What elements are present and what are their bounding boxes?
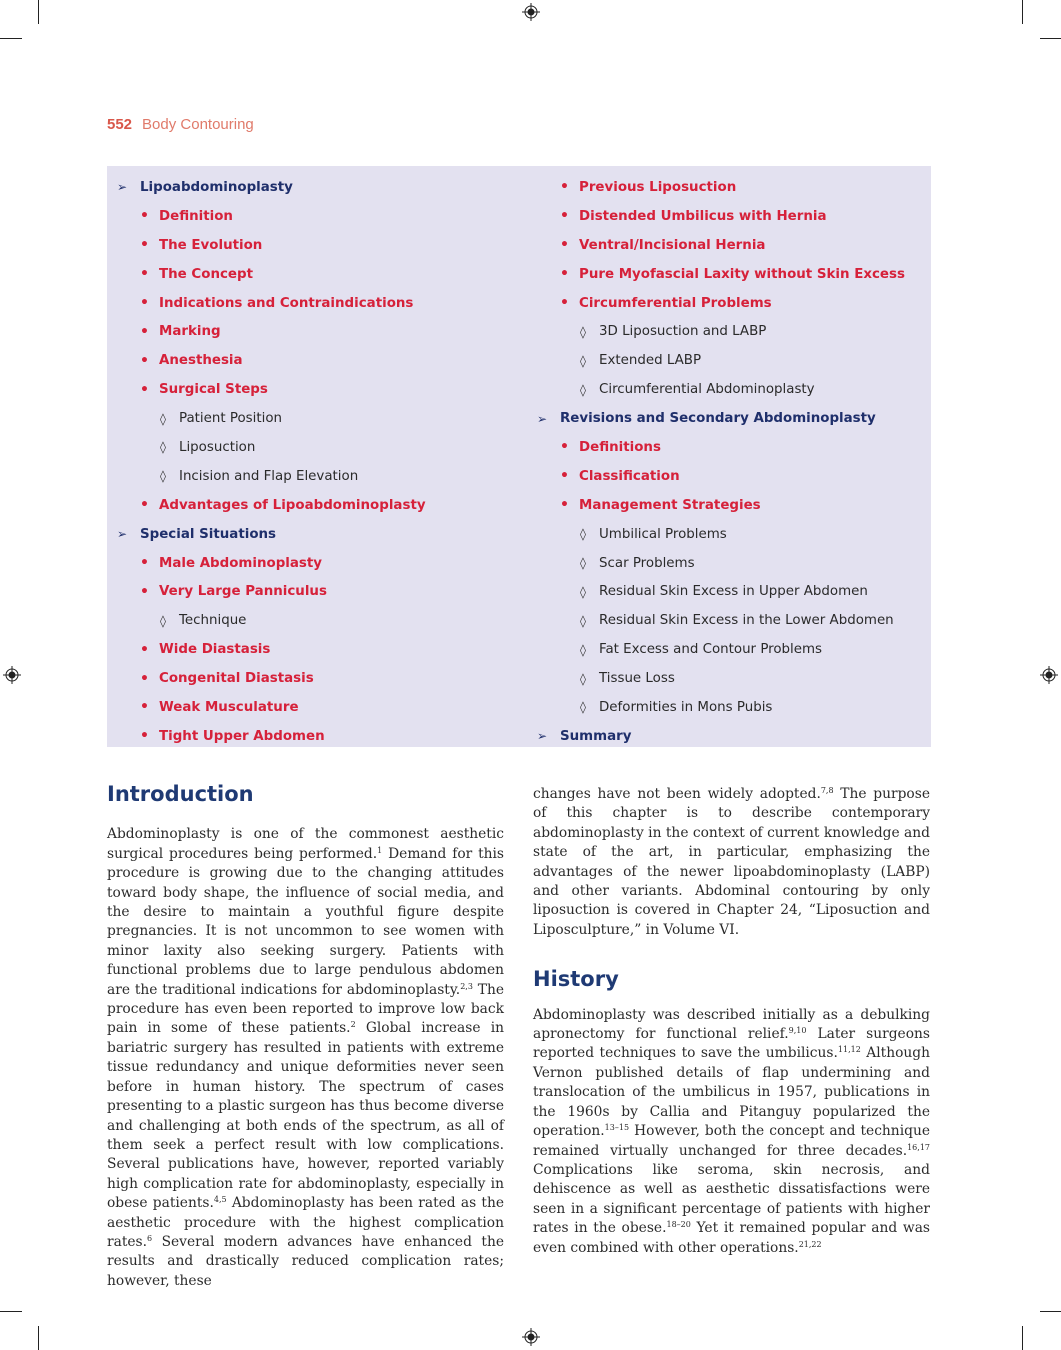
dot-bullet-icon: •: [560, 468, 569, 485]
outline-item-label: Classification: [579, 468, 680, 484]
diamond-bullet-icon: ◊: [580, 382, 586, 397]
outline-item-level-1[interactable]: [117, 173, 426, 202]
citation-superscript: 7,8: [820, 786, 834, 795]
dot-bullet-icon: •: [560, 179, 569, 196]
text-run: However, both the concept and technique remained virtually unchanged for three decades.: [533, 1123, 930, 1159]
outline-item-label: Technique: [179, 613, 247, 629]
outline-item-label: Anesthesia: [159, 353, 243, 369]
text-run: changes have not been widely adopted.: [533, 786, 821, 802]
crop-mark: [0, 1311, 22, 1312]
outline-item-level-2[interactable]: [117, 635, 426, 664]
outline-item-level-2[interactable]: [117, 375, 426, 404]
outline-item-label: Marking: [159, 324, 221, 340]
arrowhead-bullet-icon: ➢: [117, 180, 128, 195]
outline-item-label: Indications and Contraindications: [159, 295, 414, 311]
citation-superscript: 2,3: [460, 981, 473, 991]
outline-item-level-2[interactable]: [537, 260, 905, 289]
outline-item-level-2[interactable]: [537, 462, 905, 491]
outline-item-label: Lipoabdominoplasty: [140, 179, 293, 195]
text-run: The purpose of this chapter is to describe contemporary abdominoplasty in the context of current knowledge and state of the art, in particular, emphasizing the advantages of the newer lipoabdominoplasty (LABP) and other variants. Abdominal contouring by only liposuction is covered in Chapter 24, “Liposuction and Liposculpture,” in Volume VI.: [533, 786, 930, 938]
introduction-paragraph-continued: [533, 785, 930, 940]
outline-item-label: Special Situations: [140, 526, 277, 542]
outline-item-level-3[interactable]: [537, 375, 905, 404]
outline-item-level-3[interactable]: [537, 606, 905, 635]
dot-bullet-icon: •: [560, 439, 569, 456]
diamond-bullet-icon: ◊: [580, 353, 586, 368]
section-heading-introduction: Introduction: [107, 782, 254, 806]
outline-item-label: The Concept: [159, 266, 253, 282]
arrowhead-bullet-icon: ➢: [117, 527, 128, 542]
crop-mark: [1040, 1311, 1061, 1312]
dot-bullet-icon: •: [140, 381, 149, 398]
outline-item-level-2[interactable]: [537, 433, 905, 462]
outline-item-label: Management Strategies: [579, 497, 761, 513]
text-run: Later surgeons reported techniques to save the umbilicus.: [533, 1026, 930, 1062]
citation-superscript: 6: [147, 1233, 153, 1243]
outline-item-level-3[interactable]: [537, 664, 905, 693]
text-run: Complications like seroma, skin necrosis, and dehiscence as well as aesthetic dissatisfactions were seen in a significant percentage of patients with higher rates in the obese.: [533, 1161, 930, 1237]
outline-item-level-2[interactable]: [117, 693, 426, 722]
text-run: Demand for this procedure is growing due to the changing attitudes toward body shape, the influence of social media, and the desire to maintain a youthful figure despite pregnancies. It is not uncommon to see women with minor laxity also seeking surgery. Patients with functional problems due to large pendulous abdomen are the traditional indications for abdominoplasty.: [107, 845, 504, 998]
citation-superscript: 16,17: [907, 1142, 930, 1152]
outline-item-label: Surgical Steps: [159, 382, 268, 398]
text-run: Global increase in bariatric surgery has resulted in patients with extreme tissue redundancy and unique deformities never seen before in human history. The spectrum of cases presenting to a plastic surgeon has thus become diverse and challenging at both ends of the spectrum, as all of them seek a perfect result with low complications. Several publications have, however, reported variably high complication rate for abdominoplasty, especially in obese patients.: [107, 1020, 504, 1212]
outline-item-level-1[interactable]: [537, 404, 905, 433]
outline-item-level-2[interactable]: [117, 549, 426, 578]
dot-bullet-icon: •: [140, 208, 149, 225]
outline-item-level-1[interactable]: [537, 722, 905, 751]
citation-superscript: 4,5: [213, 1195, 227, 1205]
crop-mark: [38, 0, 39, 24]
diamond-bullet-icon: ◊: [580, 324, 586, 339]
outline-item-label: Distended Umbilicus with Hernia: [579, 208, 827, 224]
diamond-bullet-icon: ◊: [160, 613, 166, 628]
outline-item-level-3[interactable]: [537, 520, 905, 549]
section-heading-history: History: [533, 967, 619, 992]
diamond-bullet-icon: ◊: [160, 469, 166, 484]
dot-bullet-icon: •: [560, 295, 569, 311]
diamond-bullet-icon: ◊: [580, 584, 586, 599]
outline-item-label: Deformities in Mons Pubis: [599, 699, 773, 715]
outline-item-label: Very Large Panniculus: [159, 584, 327, 600]
outline-item-label: Residual Skin Excess in the Lower Abdomen: [599, 613, 894, 629]
registration-mark-icon: [522, 1328, 540, 1346]
outline-item-level-2[interactable]: [537, 231, 905, 260]
text-run: Abdominoplasty has been rated as the aesthetic procedure with the highest complication rates.: [107, 1195, 504, 1250]
dot-bullet-icon: •: [140, 670, 149, 687]
outline-item-label: Tight Upper Abdomen: [159, 728, 325, 744]
outline-item-label: Fat Excess and Contour Problems: [599, 642, 823, 658]
outline-item-level-2[interactable]: [537, 202, 905, 231]
outline-item-label: Previous Liposuction: [579, 179, 737, 195]
outline-item-label: Definitions: [579, 439, 661, 455]
outline-item-level-2[interactable]: [117, 260, 426, 289]
crop-mark: [0, 38, 22, 39]
chapter-outline: [107, 166, 931, 747]
outline-item-level-3[interactable]: [537, 635, 905, 664]
dot-bullet-icon: •: [560, 208, 569, 225]
arrowhead-bullet-icon: ➢: [537, 411, 548, 426]
outline-column-right: [537, 173, 905, 751]
outline-item-level-3[interactable]: [537, 549, 905, 578]
outline-item-label: Liposuction: [179, 439, 256, 455]
dot-bullet-icon: •: [560, 497, 569, 514]
outline-item-level-2[interactable]: [537, 289, 905, 318]
crop-mark: [1022, 1326, 1023, 1350]
registration-mark-icon: [1040, 666, 1058, 684]
diamond-bullet-icon: ◊: [580, 671, 586, 686]
outline-item-label: Incision and Flap Elevation: [179, 468, 359, 484]
dot-bullet-icon: •: [140, 555, 149, 572]
crop-mark: [1040, 38, 1061, 39]
arrowhead-bullet-icon: ➢: [537, 729, 548, 744]
citation-superscript: 21,22: [798, 1239, 822, 1249]
outline-item-level-3[interactable]: [117, 606, 426, 635]
text-run: Although Vernon published details of flap undermining and translocation of the umbilicus in 1957, publications in the 1960s by Callia and Pitanguy popularized the operation.: [533, 1045, 931, 1140]
diamond-bullet-icon: ◊: [580, 613, 586, 628]
outline-item-label: Wide Diastasis: [159, 642, 271, 658]
dot-bullet-icon: •: [140, 497, 149, 514]
citation-superscript: 2: [350, 1020, 356, 1030]
outline-item-level-2[interactable]: [117, 317, 426, 346]
citation-superscript: 9,10: [788, 1026, 807, 1036]
outline-item-label: Circumferential Problems: [579, 295, 772, 311]
outline-item-label: Circumferential Abdominoplasty: [599, 382, 815, 398]
outline-item-level-3[interactable]: [117, 404, 426, 433]
outline-item-label: 3D Liposuction and LABP: [599, 324, 767, 340]
dot-bullet-icon: •: [140, 641, 149, 658]
outline-item-label: Definition: [159, 208, 233, 224]
outline-item-label: Advantages of Lipoabdominoplasty: [159, 497, 426, 513]
outline-item-label: Male Abdominoplasty: [159, 555, 323, 571]
outline-item-label: Residual Skin Excess in Upper Abdomen: [599, 584, 868, 600]
outline-item-level-2[interactable]: [117, 491, 426, 520]
page-number: 552: [107, 116, 133, 133]
dot-bullet-icon: •: [140, 323, 149, 340]
outline-item-label: The Evolution: [159, 237, 263, 253]
text-run: The procedure has even been reported to improve low back pain in some of these patients.: [107, 981, 505, 1037]
outline-item-level-2[interactable]: [117, 202, 426, 231]
registration-mark-icon: [3, 666, 21, 684]
introduction-paragraph: [107, 825, 504, 1291]
outline-item-level-2[interactable]: [537, 173, 905, 202]
dot-bullet-icon: •: [560, 237, 569, 254]
citation-superscript: 11,12: [837, 1045, 861, 1055]
outline-item-level-3[interactable]: [537, 346, 905, 375]
outline-item-level-3[interactable]: [537, 577, 905, 606]
citation-superscript: 18–20: [666, 1220, 691, 1230]
outline-column-left: [117, 173, 426, 751]
outline-item-level-3[interactable]: [537, 693, 905, 722]
text-run: Several modern advances have enhanced the results and drastically reduced complication rates; however, these: [107, 1233, 504, 1289]
diamond-bullet-icon: ◊: [580, 556, 586, 571]
outline-item-level-2[interactable]: [117, 664, 426, 693]
citation-superscript: 13–15: [604, 1123, 630, 1133]
outline-item-level-3[interactable]: [537, 317, 905, 346]
outline-item-label: Congenital Diastasis: [159, 671, 314, 687]
outline-item-label: Umbilical Problems: [599, 526, 727, 542]
outline-item-level-2[interactable]: [117, 722, 426, 751]
crop-mark: [38, 1326, 39, 1350]
text-run: Yet it remained popular and was even combined with other operations.: [533, 1220, 930, 1256]
outline-item-label: Ventral/Incisional Hernia: [579, 237, 766, 253]
diamond-bullet-icon: ◊: [160, 440, 166, 455]
outline-item-label: Pure Myofascial Laxity without Skin Excess: [579, 266, 905, 282]
text-run: Abdominoplasty was described initially as a debulking apronectomy for functional relief.: [533, 1006, 930, 1043]
registration-mark-icon: [522, 3, 540, 21]
diamond-bullet-icon: ◊: [160, 411, 166, 426]
outline-item-label: Patient Position: [179, 411, 283, 427]
outline-item-label: Scar Problems: [599, 555, 695, 571]
outline-item-level-2[interactable]: [117, 577, 426, 606]
diamond-bullet-icon: ◊: [580, 642, 586, 657]
outline-item-level-1[interactable]: [117, 520, 426, 549]
dot-bullet-icon: •: [140, 266, 149, 283]
citation-superscript: 1: [377, 845, 383, 855]
diamond-bullet-icon: ◊: [580, 700, 586, 715]
dot-bullet-icon: •: [140, 352, 149, 369]
text-column-right: [533, 785, 930, 1258]
outline-item-label: Tissue Loss: [599, 671, 675, 687]
crop-mark: [1022, 0, 1023, 24]
outline-item-level-2[interactable]: [117, 289, 426, 318]
dot-bullet-icon: •: [140, 237, 149, 254]
history-paragraph: [533, 1006, 930, 1258]
running-header: [107, 116, 254, 133]
outline-item-label: Extended LABP: [599, 353, 702, 369]
outline-item-level-2[interactable]: [117, 346, 426, 375]
outline-item-label: Summary: [560, 728, 632, 744]
text-column-left: [107, 782, 505, 1291]
diamond-bullet-icon: ◊: [580, 527, 586, 542]
text-run: Abdominoplasty is one of the commonest aesthetic surgical procedures being performed.: [107, 826, 504, 862]
outline-item-label: Revisions and Secondary Abdominoplasty: [560, 411, 876, 427]
dot-bullet-icon: •: [140, 699, 149, 716]
dot-bullet-icon: •: [560, 266, 569, 283]
running-title: Body Contouring: [142, 116, 254, 133]
dot-bullet-icon: •: [140, 583, 149, 600]
outline-item-level-3[interactable]: [117, 433, 426, 462]
dot-bullet-icon: •: [140, 295, 149, 311]
dot-bullet-icon: •: [140, 728, 149, 745]
outline-item-level-3[interactable]: [117, 462, 426, 491]
outline-item-level-2[interactable]: [117, 231, 426, 260]
outline-item-label: Weak Musculature: [159, 699, 299, 715]
outline-item-level-2[interactable]: [537, 491, 905, 520]
